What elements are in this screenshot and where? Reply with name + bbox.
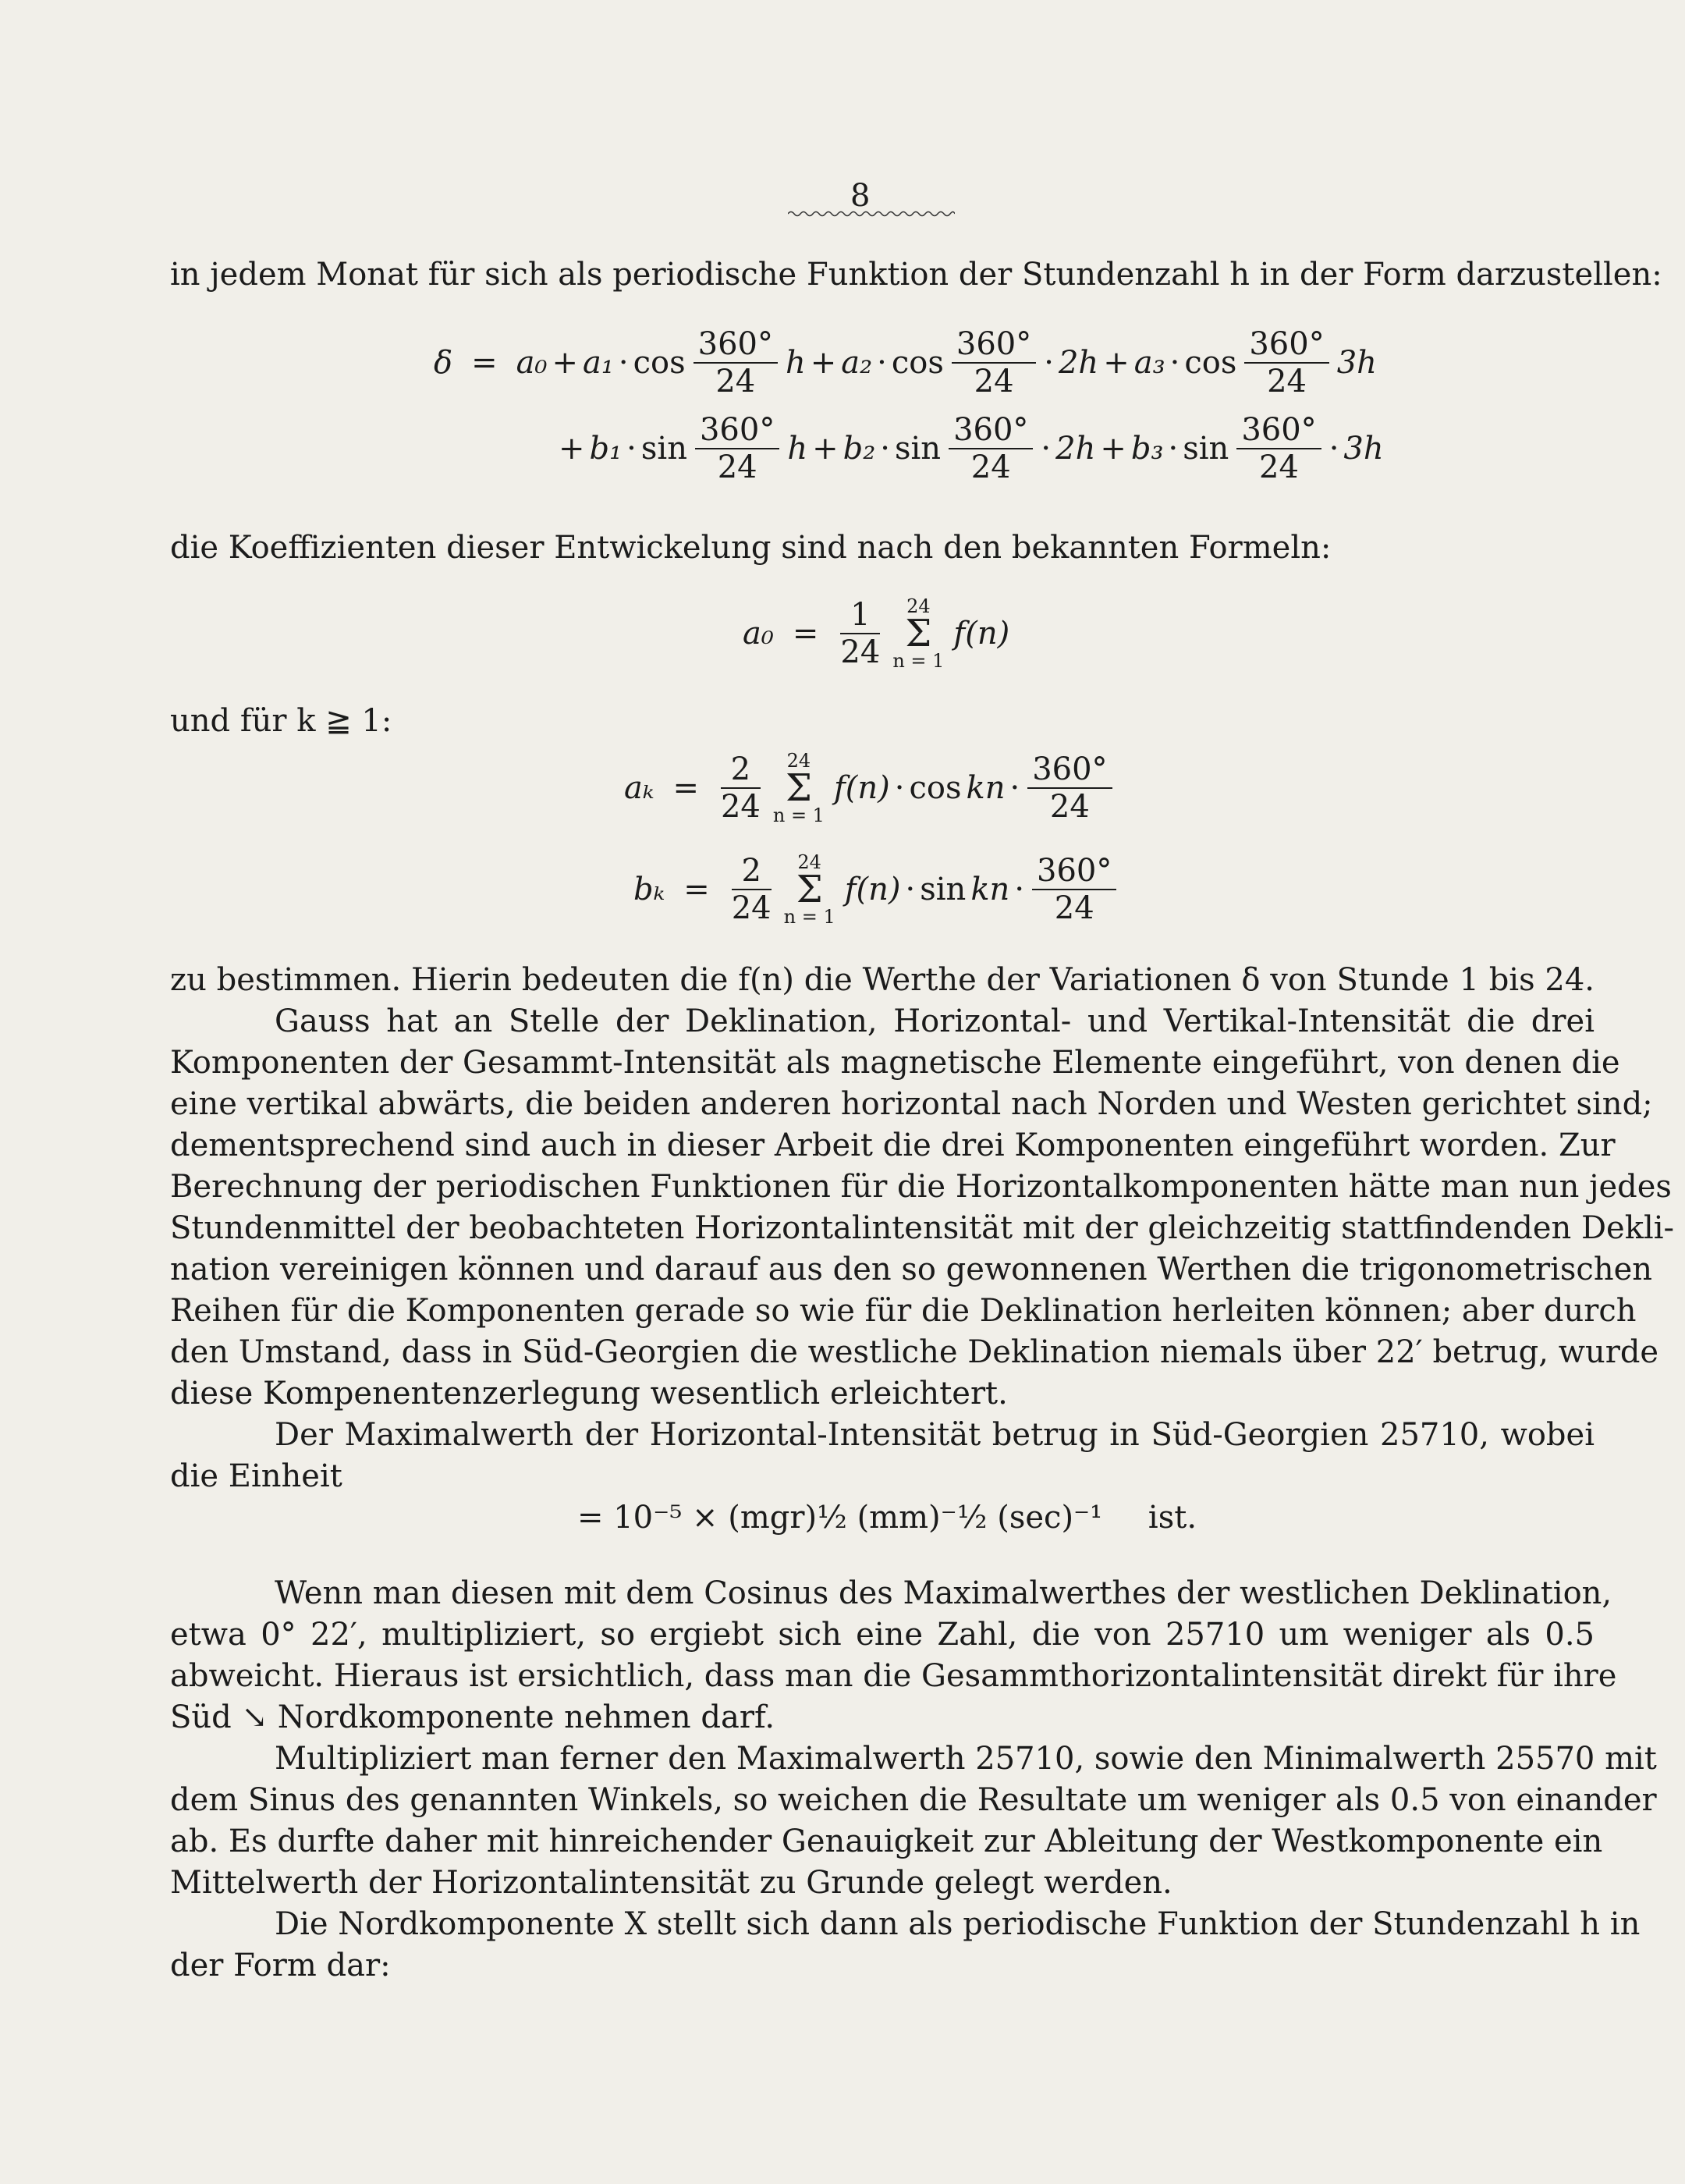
- delta-symbol: δ: [434, 345, 453, 381]
- dot-sign: ·: [905, 872, 916, 907]
- cos-fn: cos: [909, 770, 962, 806]
- sin-fn: sin: [1183, 431, 1229, 467]
- formula-a0: [743, 596, 1009, 671]
- text-line: nation vereinigen können und darauf aus den so gewonnenen Werthen die trigonometrischen: [170, 1252, 1653, 1287]
- coef-b3: b₃: [1130, 431, 1164, 467]
- var-h: h: [787, 431, 808, 467]
- text-line: eine vertikal abwärts, die beiden anderen horizontal nach Norden und Westen gerichtet sind;: [170, 1086, 1653, 1122]
- unit-end: ist.: [1148, 1500, 1197, 1536]
- coef-a0: a₀: [516, 345, 548, 381]
- unit-formula: [577, 1500, 1197, 1536]
- cos-fn: cos: [633, 345, 686, 381]
- cos-fn: cos: [891, 345, 944, 381]
- text-line: Komponenten der Gesammt-Intensität als magnetische Elemente eingeführt, von denen die: [170, 1045, 1620, 1081]
- fraction: $\frac{360^\circ}{24}$: [694, 326, 778, 400]
- sin-fn: sin: [894, 431, 942, 467]
- plus-sign: +: [552, 345, 579, 381]
- dot-sign: ·: [877, 345, 887, 381]
- text-line: etwa 0° 22′, multipliziert, so ergiebt sich eine Zahl, die von 25710 um weniger als 0.5: [170, 1617, 1595, 1653]
- unit-expression: = 10⁻⁵ × (mgr)½ (mm)⁻½ (sec)⁻¹: [577, 1500, 1103, 1536]
- equals-sign: =: [683, 872, 710, 907]
- dot-sign: ·: [894, 770, 905, 806]
- sum-operator: 24 Σ n = 1: [892, 595, 945, 672]
- text-line: abweicht. Hieraus ist ersichtlich, dass man die Gesammthorizontalintensität direkt für ihre: [170, 1658, 1617, 1694]
- text-line: Gauss hat an Stelle der Deklination, Horizontal- und Vertikal-Intensität die drei: [275, 1003, 1595, 1039]
- dot-sign: ·: [1169, 345, 1180, 381]
- var-kn: kn: [966, 770, 1006, 806]
- f-of-n: f(n): [953, 616, 1010, 652]
- dot-sign: ·: [1328, 431, 1339, 467]
- text-line: und für k ≧ 1:: [170, 703, 392, 739]
- formula-bk: [633, 852, 1119, 927]
- fraction: $\frac{360^\circ}{24}$: [1244, 326, 1328, 400]
- dot-sign: ·: [1009, 770, 1020, 806]
- text-line: die Koeffizienten dieser Entwickelung sind nach den bekannten Formeln:: [170, 530, 1332, 566]
- dot-sign: ·: [1168, 431, 1179, 467]
- var-kn: kn: [970, 872, 1010, 907]
- fraction: $\frac{2}{24}$: [731, 853, 772, 926]
- var-3h: 3h: [1336, 345, 1377, 381]
- text-line: Mittelwerth der Horizontalintensität zu Grunde gelegt werden.: [170, 1865, 1172, 1901]
- dot-sign: ·: [1041, 431, 1052, 467]
- coef-b2: b₂: [842, 431, 876, 467]
- coef-a0: a₀: [743, 616, 774, 652]
- equals-sign: =: [792, 616, 819, 652]
- dot-sign: ·: [1014, 872, 1025, 907]
- var-h: h: [786, 345, 806, 381]
- dot-sign: ·: [880, 431, 890, 467]
- text-line: Wenn man diesen mit dem Cosinus des Maximalwerthes der westlichen Deklination,: [275, 1575, 1612, 1611]
- dot-sign: ·: [626, 431, 637, 467]
- text-line: Der Maximalwerth der Horizontal-Intensität betrug in Süd-Georgien 25710, wobei: [275, 1417, 1595, 1453]
- coef-a1: a₁: [583, 345, 614, 381]
- text-line: Reihen für die Komponenten gerade so wie für die Deklination herleiten können; aber durch: [170, 1293, 1637, 1329]
- plus-sign: +: [810, 345, 837, 381]
- text-line: Multipliziert man ferner den Maximalwerth 25710, sowie den Minimalwerth 25570 mit: [275, 1741, 1657, 1777]
- fraction: $\frac{360^\circ}{24}$: [1032, 853, 1116, 926]
- text-line: in jedem Monat für sich als periodische Funktion der Stundenzahl h in der Form darzustellen:: [170, 257, 1662, 293]
- formula-ak: [624, 751, 1116, 826]
- text-line: der Form dar:: [170, 1948, 391, 1983]
- fraction: $\frac{1}{24}$: [840, 597, 881, 670]
- dot-sign: ·: [1044, 345, 1054, 381]
- sum-operator: 24 Σ n = 1: [783, 851, 835, 928]
- text-line: Berechnung der periodischen Funktionen für die Horizontalkomponenten hätte man nun jedes: [170, 1169, 1672, 1205]
- text-line: ab. Es durfte daher mit hinreichender Genauigkeit zur Ableitung der Westkomponente ein: [170, 1824, 1603, 1859]
- fraction: $\frac{360^\circ}{24}$: [695, 412, 779, 485]
- coef-a2: a₂: [841, 345, 873, 381]
- coef-bk: bₖ: [633, 872, 665, 907]
- text-line: diese Kompenentenzerlegung wesentlich erleichtert.: [170, 1376, 1008, 1412]
- fraction: $\frac{360^\circ}{24}$: [949, 412, 1033, 485]
- text-line: dementsprechend sind auch in dieser Arbeit die drei Komponenten eingeführt worden. Zur: [170, 1128, 1616, 1163]
- text-line: die Einheit: [170, 1458, 342, 1494]
- f-of-n: f(n): [833, 770, 890, 806]
- var-2h: 2h: [1055, 431, 1096, 467]
- formula-sin-terms: [559, 412, 1384, 485]
- cos-fn: cos: [1184, 345, 1237, 381]
- var-2h: 2h: [1058, 345, 1099, 381]
- plus-sign: +: [1103, 345, 1130, 381]
- text-line: den Umstand, dass in Süd-Georgien die westliche Deklination niemals über 22′ betrug, wurde: [170, 1334, 1659, 1370]
- text-line: Die Nordkomponente X stellt sich dann als periodische Funktion der Stundenzahl h in: [275, 1906, 1641, 1942]
- fraction: $\frac{360^\circ}{24}$: [1236, 412, 1321, 485]
- coef-a3: a₃: [1133, 345, 1165, 381]
- sin-fn: sin: [640, 431, 687, 467]
- formula-delta-cos: [434, 326, 1377, 400]
- sum-operator: 24 Σ n = 1: [772, 750, 825, 826]
- text-line: Stundenmittel der beobachteten Horizontalintensität mit der gleichzeitig stattfindenden Dekli-: [170, 1210, 1675, 1246]
- text-line: dem Sinus des genannten Winkels, so weichen die Resultate um weniger als 0.5 von einander: [170, 1782, 1657, 1818]
- plus-sign: +: [1100, 431, 1126, 467]
- text-line: Süd ↘ Nordkomponente nehmen darf.: [170, 1699, 775, 1735]
- plus-sign: +: [559, 431, 585, 467]
- coef-b1: b₁: [589, 431, 623, 467]
- plus-sign: +: [812, 431, 839, 467]
- coef-ak: aₖ: [624, 770, 654, 806]
- text-line: zu bestimmen. Hierin bedeuten die f(n) die Werthe der Variationen δ von Stunde 1 bis 24.: [170, 962, 1595, 998]
- fraction: $\frac{2}{24}$: [720, 751, 761, 825]
- f-of-n: f(n): [844, 872, 901, 907]
- page-number: 8: [850, 178, 871, 214]
- fraction: $\frac{360^\circ}{24}$: [1027, 751, 1112, 825]
- equals-sign: =: [672, 770, 699, 806]
- fraction: $\frac{360^\circ}{24}$: [952, 326, 1036, 400]
- dot-sign: ·: [618, 345, 629, 381]
- sin-fn: sin: [920, 872, 967, 907]
- equals-sign: =: [471, 345, 498, 381]
- page-number-ornament: [788, 209, 955, 218]
- var-3h: 3h: [1343, 431, 1384, 467]
